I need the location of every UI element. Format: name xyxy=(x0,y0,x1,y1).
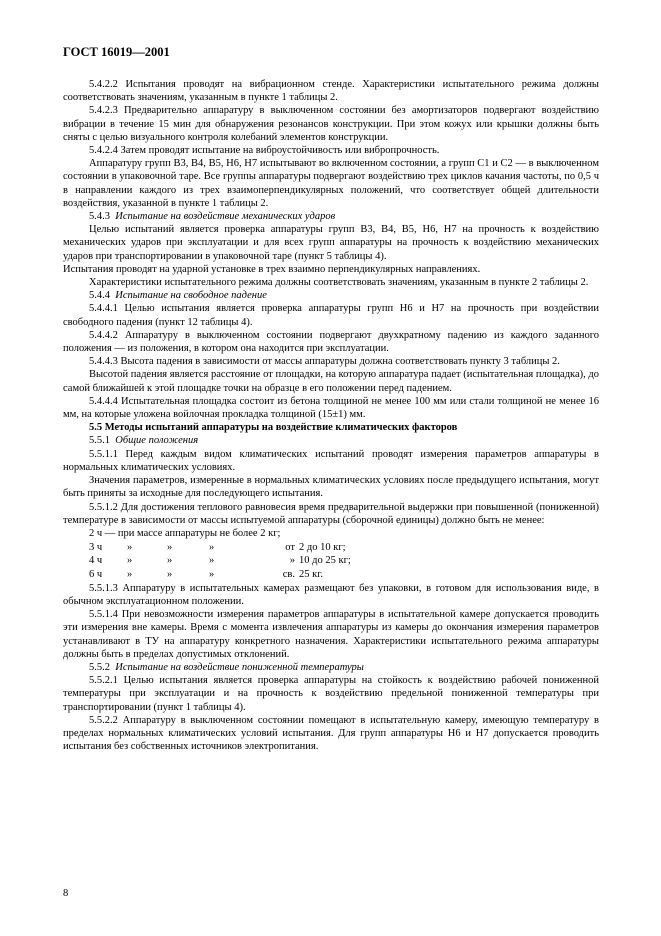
hold-time-cell-from: » xyxy=(289,555,295,567)
body-paragraph: 5.5.1.2 Для достижения теплового равновесия время предварительной выдержки при повышенной (пониженной) температуре в зависимости от массы испытуемой аппаратуры (сборочной единицы) должно быть не менее: xyxy=(63,501,599,526)
section-subheading xyxy=(63,289,599,302)
standard-header: ГОСТ 16019—2001 xyxy=(63,45,170,59)
section-heading-text: Испытание на воздействие пониженной температуры xyxy=(115,661,364,673)
hold-time-line: 2 ч — при массе аппаратуры не более 2 кг; xyxy=(89,527,281,539)
hold-time-table xyxy=(89,541,351,581)
paragraphs-block-1 xyxy=(63,78,599,527)
page-number: 8 xyxy=(63,888,69,899)
paragraphs-block-2 xyxy=(63,582,599,754)
body-paragraph: Целью испытаний является проверка аппаратуры групп В3, В4, В5, Н6, Н7 на прочность к воздействию механических ударов при эксплуатации и для всех групп аппаратуры на прочность к воздействию механических ударов при транспортировании в упаковочной таре (пункт 5 таблицы 4). xyxy=(63,224,599,262)
hold-time-cell-time: 4 ч xyxy=(89,555,103,567)
body-paragraph: 5.4.4.1 Целью испытания является проверка аппаратуры групп Н6 и Н7 на прочность при воздействии свободного падения (пункт 12 таблицы 4). xyxy=(63,303,599,328)
hold-time-first-line xyxy=(63,527,599,540)
body-paragraph: 5.4.4.3 Высота падения в зависимости от массы аппаратуры должна соответствовать пункту 3 таблицы 2. xyxy=(89,356,560,368)
hold-time-cell-q3: » xyxy=(209,568,215,580)
hold-time-cell-from: от xyxy=(285,542,295,554)
hold-time-cell-time: 3 ч xyxy=(89,542,103,554)
hold-time-cell-range: 2 до 10 кг; xyxy=(299,542,346,554)
section-heading-text: Испытание на свободное падение xyxy=(115,290,267,302)
body-paragraph: Аппаратуру групп В3, В4, В5, Н6, Н7 испытывают во включенном состоянии, а групп С1 и С2 — в выключенном состоянии в упаковочной таре. Все группы аппаратуры подвергают воздействию трех циклов качания частоты, по 0,5 ч в направлении каждого из трех взаимоперпендикулярных положений, что соответствует общей длительности воздействия, указанной в пункте 1 таблицы 2. xyxy=(63,158,599,209)
hold-time-cell-time: 6 ч xyxy=(89,568,103,580)
hold-time-cell-range: 10 до 25 кг; xyxy=(299,555,351,567)
hold-time-cell-q2: » xyxy=(167,555,173,567)
hold-time-cell-q3: » xyxy=(209,555,215,567)
hold-time-cell-range: 25 кг. xyxy=(299,568,323,580)
hold-time-cell-q2: » xyxy=(167,568,173,580)
body-paragraph: Высотой падения является расстояние от площадки, на которую аппаратура падает (испытательная площадка), до самой ближайшей к этой площадке точки на образце в его положении перед падением. xyxy=(63,369,599,394)
body-paragraph: 5.5.1.3 Аппаратуру в испытательных камерах размещают без упаковки, в готовом для использования виде, в обычном эксплуатационном положении. xyxy=(63,582,599,607)
body-paragraph: Характеристики испытательного режима должны соответствовать значениям, указанным в пункте 2 таблицы 2. xyxy=(89,277,589,289)
hold-time-cell-q3: » xyxy=(209,542,215,554)
body-paragraph: 5.4.2.4 Затем проводят испытание на виброустойчивость или вибропрочность. xyxy=(89,145,440,157)
hold-time-cell-from: св. xyxy=(282,568,295,580)
document-body xyxy=(63,78,599,753)
body-paragraph: 5.4.2.2 Испытания проводят на вибрационном стенде. Характеристики испытательного режима должны соответствовать значениям, указанным в пункте 1 таблицы 2. xyxy=(63,79,599,104)
body-paragraph: 5.5.2.2 Аппаратуру в выключенном состоянии помещают в испытательную камеру, имеющую температуру в пределах нормальных климатических условий испытания. Для групп аппаратуры Н6 и Н7 допускается проводить испытания без собственных источников электропитания. xyxy=(63,714,599,753)
hold-time-cell-q1: » xyxy=(127,568,133,580)
hold-time-row xyxy=(89,541,351,554)
body-paragraph: 5.4.4.2 Аппаратуру в выключенном состоянии подвергают двухкратному падению из каждого заданного положения — из положения, в котором она находится при эксплуатации. xyxy=(63,329,599,355)
body-paragraph: 5.4.2.3 Предварительно аппаратуру в выключенном состоянии без амортизаторов подвергают воздействию вибрации в течение 15 мин для обнаружения резонансов конструкции. При этом кожух или крышки должны быть сняты с целью визуального контроля колебаний элементов конструкции. xyxy=(63,105,599,143)
section-heading-text: Общие положения xyxy=(115,435,199,447)
body-paragraph: Испытания проводят на ударной установке в трех взаимно перпендикулярных направлениях. xyxy=(63,263,481,275)
body-paragraph: 5.5.1.1 Перед каждым видом климатических испытаний проводят измерения параметров аппаратуры в нормальных климатических условиях. xyxy=(63,448,599,473)
hold-time-row xyxy=(89,568,351,581)
section-number: 5.5.2 xyxy=(89,661,110,673)
hold-time-row xyxy=(89,554,351,567)
section-heading-text: Испытание на воздействие механических ударов xyxy=(115,211,336,223)
hold-time-cell-q2: » xyxy=(167,542,173,554)
section-number: 5.5.1 xyxy=(89,435,110,447)
section-subheading xyxy=(63,210,599,223)
hold-time-cell-q1: » xyxy=(127,542,133,554)
body-paragraph: 5.5.1.4 При невозможности измерения параметров аппаратуры в испытательной камере допускается проводить эти измерения вне камеры. Время с момента извлечения аппаратуры из камеры до окончания измерения параметров устанавливают в ТУ на аппаратуру конкретного назначения. Характеристики испытательного режима аппаратуры должны быть в пределах допустимых отклонений. xyxy=(63,609,599,660)
section-number: 5.4.4 xyxy=(89,290,110,302)
body-paragraph: 5.4.4.4 Испытательная площадка состоит из бетона толщиной не менее 100 мм или стали толщиной не менее 16 мм, на которые уложена войлочная прокладка толщиной (15±1) мм. xyxy=(63,395,599,421)
section-heading: 5.5 Методы испытаний аппаратуры на воздействие климатических факторов xyxy=(89,422,458,434)
hold-time-cell-q1: » xyxy=(127,555,133,567)
section-number: 5.4.3 xyxy=(89,211,110,223)
body-paragraph: Значения параметров, измеренные в нормальных климатических условиях после предыдущего испытания, могут быть приняты за исходные для последующего испытания. xyxy=(63,475,599,500)
section-subheading xyxy=(63,661,599,674)
body-paragraph: 5.5.2.1 Целью испытания является проверка аппаратуры на стойкость к воздействию рабочей пониженной температуры при эксплуатации и на прочность к воздействию предельной пониженной температуры при транспортировании (пункт 1 таблицы 4). xyxy=(63,675,599,713)
section-subheading xyxy=(63,434,599,447)
